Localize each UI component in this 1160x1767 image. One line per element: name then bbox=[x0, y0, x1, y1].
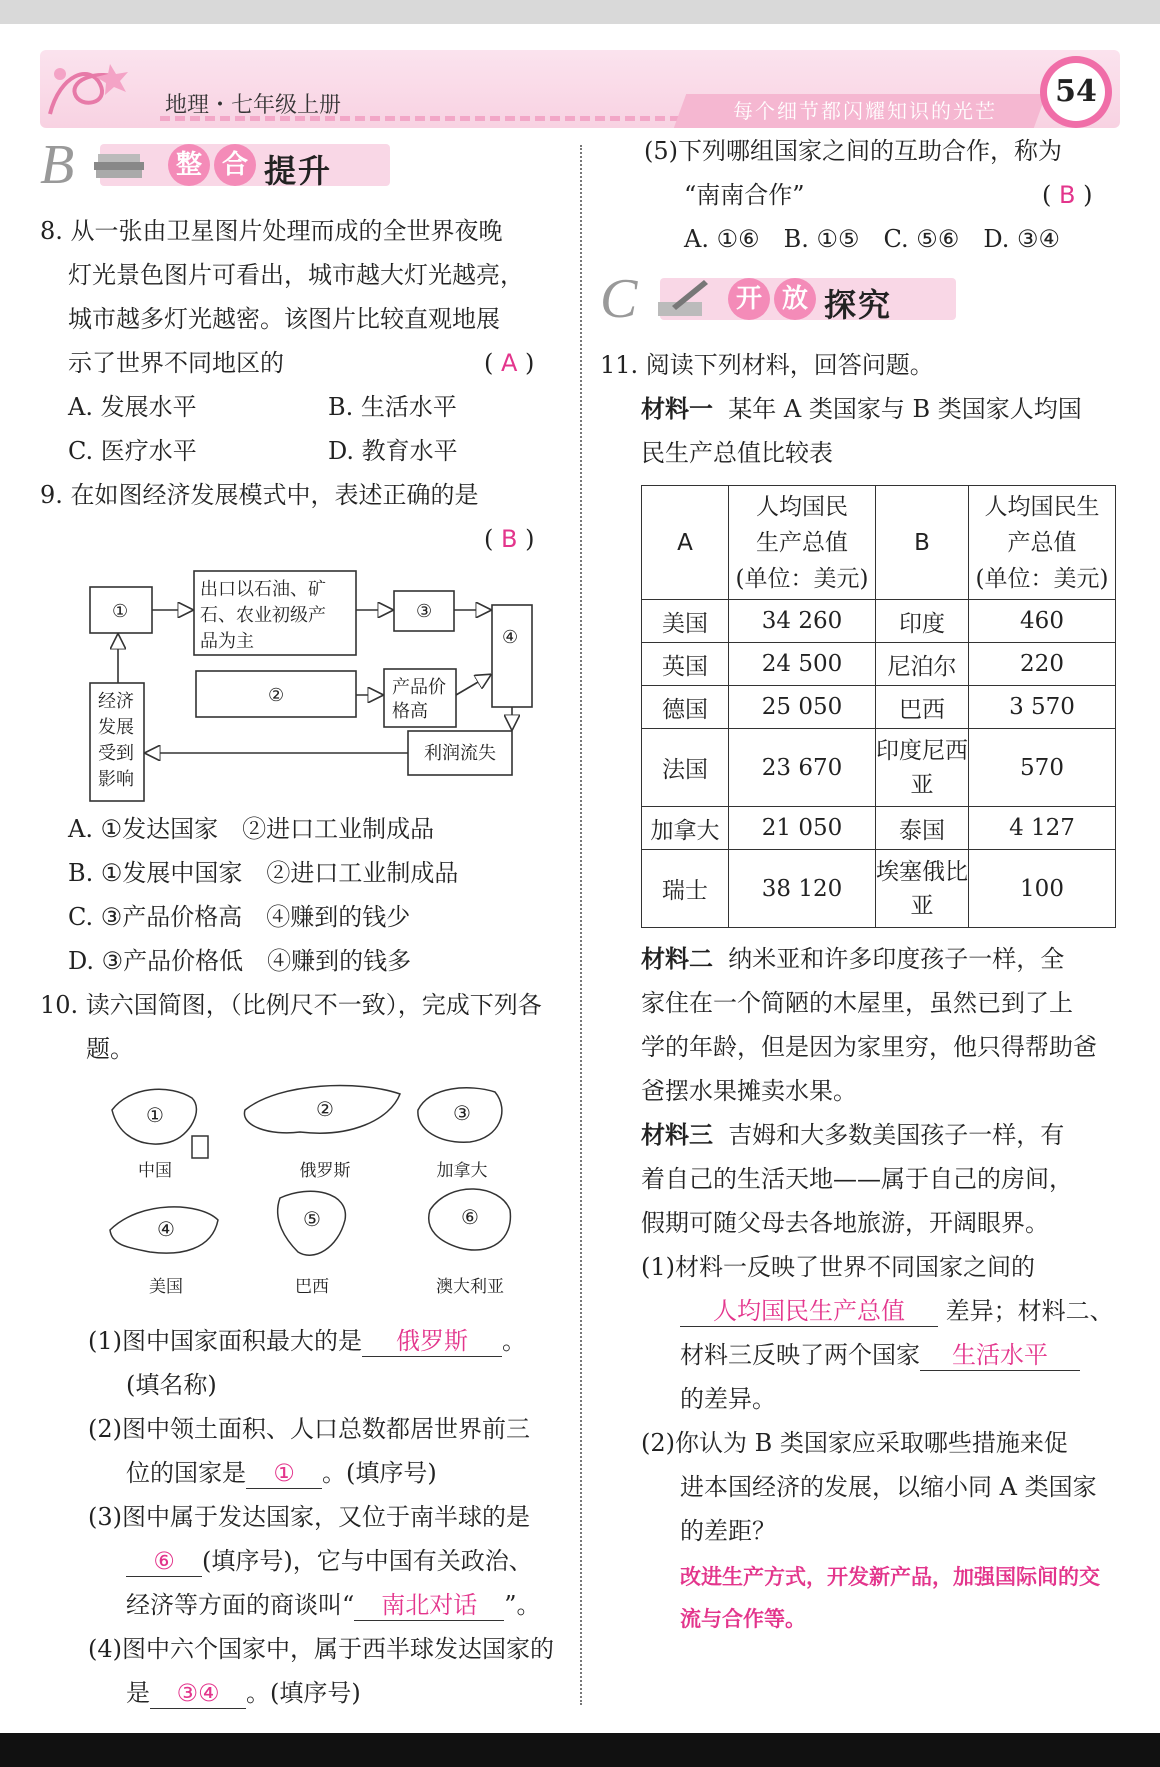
q8-line-4: 示了世界不同地区的 bbox=[68, 349, 284, 377]
q11-sub1-line2 bbox=[680, 1296, 1114, 1327]
q10-sub4-text: 是 bbox=[126, 1679, 150, 1707]
q10-sub5-options: A. ①⑥ B. ①⑤ C. ⑤⑥ D. ③④ bbox=[684, 225, 1061, 253]
q10-sub2-text: 位的国家是 bbox=[126, 1459, 246, 1487]
section-b-pill-1: 整 bbox=[168, 144, 210, 186]
q11-material2-line2: 家住在一个简陋的木屋里，虽然已到了上 bbox=[641, 989, 1073, 1017]
q10-sub1 bbox=[88, 1326, 526, 1357]
cell: 21 050 bbox=[729, 807, 876, 850]
cell: 瑞士 bbox=[642, 850, 729, 928]
q10-sub1-text: (1)图中国家面积最大的是 bbox=[88, 1327, 362, 1355]
q10-stem-2: 题。 bbox=[86, 1035, 134, 1063]
q10-sub2-line1: (2)图中领土面积、人口总数都居世界前三 bbox=[88, 1415, 530, 1443]
cell: 德国 bbox=[642, 686, 729, 729]
cell: 英国 bbox=[642, 643, 729, 686]
cell: 印度 bbox=[876, 600, 969, 643]
table-head-gnp-a bbox=[729, 486, 876, 600]
diagram-label-3: ③ bbox=[416, 601, 433, 622]
pen-icon bbox=[652, 276, 712, 322]
section-c-pill-1: 开 bbox=[728, 278, 770, 320]
map-num-6: ⑥ bbox=[461, 1205, 479, 1229]
cell: 印度尼西亚 bbox=[876, 729, 969, 807]
bottom-edge bbox=[0, 1733, 1160, 1767]
q11-sub2-answer-1: 改进生产方式，开发新产品，加强国际间的交 bbox=[680, 1565, 1100, 1589]
header-title: 地理・七年级上册 bbox=[165, 93, 342, 118]
gnp-table bbox=[641, 485, 1116, 928]
q10-sub3-answer2: 南北对话 bbox=[354, 1590, 504, 1621]
section-b-letter: B bbox=[40, 134, 75, 196]
q10-stem-1: 10. 读六国简图，（比例尺不一致），完成下列各 bbox=[40, 991, 542, 1019]
top-edge bbox=[0, 0, 1160, 24]
cell: 泰国 bbox=[876, 807, 969, 850]
map-name-china: 中国 bbox=[138, 1161, 172, 1181]
diagram-price-line-1: 产品价 bbox=[392, 677, 446, 698]
q10-sub3-text2: 经济等方面的商谈叫“ bbox=[126, 1591, 355, 1619]
q11-material1 bbox=[641, 394, 1082, 424]
q10-sub3-end: ”。 bbox=[504, 1591, 541, 1619]
cell: 法国 bbox=[642, 729, 729, 807]
map-china-inset bbox=[192, 1136, 208, 1158]
map-name-canada: 加拿大 bbox=[436, 1161, 488, 1181]
q10-sub3-answer: ⑥ bbox=[126, 1546, 202, 1577]
q8-line-1: 8. 从一张由卫星图片处理而成的全世界夜晚 bbox=[40, 217, 503, 245]
q11-sub1-text2: 材料三反映了两个国家 bbox=[680, 1341, 920, 1369]
q10-sub2-answer: ① bbox=[246, 1458, 322, 1489]
q8-line-2: 灯光景色图片可看出，城市越大灯光越亮， bbox=[68, 261, 524, 289]
map-num-5: ⑤ bbox=[303, 1207, 321, 1231]
header-motto: 每个细节都闪耀知识的光芒 bbox=[733, 99, 997, 123]
table-head-gnp-b bbox=[969, 486, 1116, 600]
column-divider bbox=[580, 145, 582, 1705]
q9-answer-value: B bbox=[501, 525, 518, 553]
q10-sub1-end: 。 bbox=[502, 1327, 526, 1355]
cell: 24 500 bbox=[729, 643, 876, 686]
table-row bbox=[642, 686, 1116, 729]
q8-option-c: C. 医疗水平 bbox=[68, 437, 197, 465]
q9-option-c: C. ③产品价格高 ④赚到的钱少 bbox=[68, 903, 411, 931]
q10-sub1-answer: 俄罗斯 bbox=[362, 1326, 502, 1357]
table-head-b: B bbox=[876, 486, 969, 600]
diagram-box-4 bbox=[492, 605, 532, 707]
page-number: 54 bbox=[1047, 63, 1105, 121]
diagram-econ-line-3: 受到 bbox=[98, 743, 134, 764]
map-name-russia: 俄罗斯 bbox=[299, 1161, 351, 1181]
q9-option-d: D. ③产品价格低 ④赚到的钱多 bbox=[68, 947, 412, 975]
q9-answer: ( B ) bbox=[484, 525, 535, 553]
cell: 25 050 bbox=[729, 686, 876, 729]
q8-answer-value: A bbox=[501, 349, 518, 377]
q11-material2-line3: 学的年龄，但是因为家里穷，他只得帮助爸 bbox=[641, 1033, 1097, 1061]
material2-text: 纳米亚和许多印度孩子一样，全 bbox=[728, 945, 1065, 973]
diagram-econ-line-2: 发展 bbox=[98, 717, 134, 738]
map-name-usa: 美国 bbox=[149, 1277, 183, 1297]
cell: 23 670 bbox=[729, 729, 876, 807]
q10-sub2-line2 bbox=[126, 1458, 437, 1489]
q9-stem: 9. 在如图经济发展模式中，表述正确的是 bbox=[40, 481, 479, 509]
q11-sub1-answer2: 生活水平 bbox=[920, 1340, 1080, 1371]
cell: 尼泊尔 bbox=[876, 643, 969, 686]
cell: 埃塞俄比亚 bbox=[876, 850, 969, 928]
q11-stem: 11. 阅读下列材料，回答问题。 bbox=[600, 351, 934, 379]
flourish-icon bbox=[40, 54, 150, 124]
map-name-australia: 澳大利亚 bbox=[436, 1277, 504, 1297]
q10-sub5-line1: (5)下列哪组国家之间的互助合作，称为 bbox=[644, 137, 1062, 165]
section-b-word: 提升 bbox=[264, 152, 333, 190]
cell: 570 bbox=[969, 729, 1116, 807]
table-head-a: A bbox=[642, 486, 729, 600]
map-num-3: ③ bbox=[453, 1101, 471, 1125]
q8-option-b: B. 生活水平 bbox=[328, 393, 457, 421]
q11-sub1-line4: 的差异。 bbox=[680, 1385, 776, 1413]
q11-sub2-answer-2: 流与合作等。 bbox=[680, 1607, 806, 1631]
map-num-2: ② bbox=[316, 1097, 334, 1121]
cell: 38 120 bbox=[729, 850, 876, 928]
section-c-letter: C bbox=[600, 268, 638, 330]
q11-material2-line4: 爸摆水果摊卖水果。 bbox=[641, 1077, 857, 1105]
section-c-pill-2: 放 bbox=[774, 278, 816, 320]
q11-sub2-line3: 的差距？ bbox=[680, 1517, 776, 1545]
q9-option-b: B. ①发展中国家 ②进口工业制成品 bbox=[68, 859, 459, 887]
q8-option-d: D. 教育水平 bbox=[328, 437, 458, 465]
q10-sub5-line2: “南南合作” bbox=[684, 181, 805, 209]
table-row bbox=[642, 643, 1116, 686]
q10-sub4-line1: (4)图中六个国家中，属于西半球发达国家的 bbox=[88, 1635, 554, 1663]
material1-label: 材料一 bbox=[641, 395, 713, 423]
section-c-heading bbox=[600, 270, 920, 328]
page-number-badge bbox=[1040, 56, 1112, 128]
map-num-4: ④ bbox=[157, 1217, 175, 1241]
q10-sub4-end: 。(填序号) bbox=[246, 1679, 361, 1707]
diagram-econ-line-1: 经济 bbox=[98, 691, 134, 712]
cell: 34 260 bbox=[729, 600, 876, 643]
diagram-econ-line-4: 影响 bbox=[98, 769, 134, 790]
q10-sub3-line3 bbox=[126, 1590, 541, 1621]
material1-text: 某年 A 类国家与 B 类国家人均国 bbox=[728, 395, 1082, 423]
q10-sub3-line1: (3)图中属于发达国家，又位于南半球的是 bbox=[88, 1503, 530, 1531]
diagram-price-line-2: 格高 bbox=[392, 701, 428, 722]
head-gnp-b-1: 人均国民生 bbox=[984, 493, 1100, 520]
q11-sub2-line1: (2)你认为 B 类国家应采取哪些措施来促 bbox=[641, 1429, 1068, 1457]
head-gnp-a-3: (单位：美元) bbox=[735, 565, 869, 592]
section-b-pill-2: 合 bbox=[214, 144, 256, 186]
q11-sub1-text: 差异；材料二、 bbox=[945, 1297, 1114, 1325]
q11-sub1-line1: (1)材料一反映了世界不同国家之间的 bbox=[641, 1253, 1035, 1281]
cell: 美国 bbox=[642, 600, 729, 643]
cell: 3 570 bbox=[969, 686, 1116, 729]
q11-sub1-line3 bbox=[680, 1340, 1080, 1371]
material3-label: 材料三 bbox=[641, 1121, 713, 1149]
head-gnp-a-1: 人均国民 bbox=[756, 493, 848, 520]
q11-material2-line1 bbox=[641, 944, 1064, 974]
diagram-export-line-1: 出口以石油、矿 bbox=[200, 579, 326, 600]
table-header-row bbox=[642, 486, 1116, 600]
q11-material3-line3: 假期可随父母去各地旅游，开阔眼界。 bbox=[641, 1209, 1049, 1237]
section-b-heading bbox=[40, 136, 360, 194]
map-num-1: ① bbox=[146, 1103, 164, 1127]
head-gnp-a-2: 生产总值 bbox=[756, 529, 848, 556]
q10-sub5-answer-value: B bbox=[1059, 181, 1076, 209]
map-name-brazil: 巴西 bbox=[295, 1277, 329, 1297]
diagram-export-line-2: 石、农业初级产 bbox=[200, 605, 326, 626]
q9-option-a: A. ①发达国家 ②进口工业制成品 bbox=[68, 815, 435, 843]
diagram-profit: 利润流失 bbox=[424, 743, 496, 764]
q11-material3-line1 bbox=[641, 1120, 1064, 1150]
diagram-label-4: ④ bbox=[502, 627, 519, 648]
cell: 460 bbox=[969, 600, 1116, 643]
table-row bbox=[642, 600, 1116, 643]
head-gnp-b-3: (单位：美元) bbox=[975, 565, 1109, 592]
page-header bbox=[40, 50, 1120, 128]
q10-sub2-end: 。(填序号) bbox=[322, 1459, 437, 1487]
q10-sub5-answer: ( B ) bbox=[1042, 181, 1093, 209]
cell: 220 bbox=[969, 643, 1116, 686]
cell: 100 bbox=[969, 850, 1116, 928]
diagram-export-line-3: 品为主 bbox=[200, 631, 254, 652]
table-row bbox=[642, 807, 1116, 850]
q10-sub4-answer: ③④ bbox=[150, 1678, 246, 1709]
section-c-word: 探究 bbox=[824, 286, 893, 324]
q11-material1-line2: 民生产总值比较表 bbox=[641, 439, 833, 467]
q8-option-a: A. 发展水平 bbox=[68, 393, 197, 421]
economy-flow-diagram bbox=[78, 565, 538, 805]
q10-sub1-note: (填名称) bbox=[126, 1371, 217, 1399]
q10-sub3-line2 bbox=[126, 1546, 533, 1577]
table-row bbox=[642, 729, 1116, 807]
q8-answer: ( A ) bbox=[484, 349, 535, 377]
q11-sub1-answer: 人均国民生产总值 bbox=[680, 1296, 938, 1327]
q11-material3-line2: 着自己的生活天地——属于自己的房间， bbox=[641, 1165, 1073, 1193]
head-gnp-b-2: 产总值 bbox=[1007, 529, 1077, 556]
cell: 巴西 bbox=[876, 686, 969, 729]
six-country-maps bbox=[100, 1080, 550, 1310]
book-icon bbox=[90, 148, 150, 188]
material3-text: 吉姆和大多数美国孩子一样，有 bbox=[728, 1121, 1065, 1149]
table-row bbox=[642, 850, 1116, 928]
q8-line-3: 城市越多灯光越密。该图片比较直观地展 bbox=[68, 305, 500, 333]
q10-sub3-text: (填序号)，它与中国有关政治、 bbox=[202, 1547, 533, 1575]
diagram-label-1: ① bbox=[112, 601, 129, 622]
q11-sub2-line2: 进本国经济的发展，以缩小同 A 类国家 bbox=[680, 1473, 1097, 1501]
cell: 4 127 bbox=[969, 807, 1116, 850]
diagram-label-2: ② bbox=[268, 685, 285, 706]
cell: 加拿大 bbox=[642, 807, 729, 850]
q10-sub4-line2 bbox=[126, 1678, 361, 1709]
material2-label: 材料二 bbox=[641, 945, 713, 973]
